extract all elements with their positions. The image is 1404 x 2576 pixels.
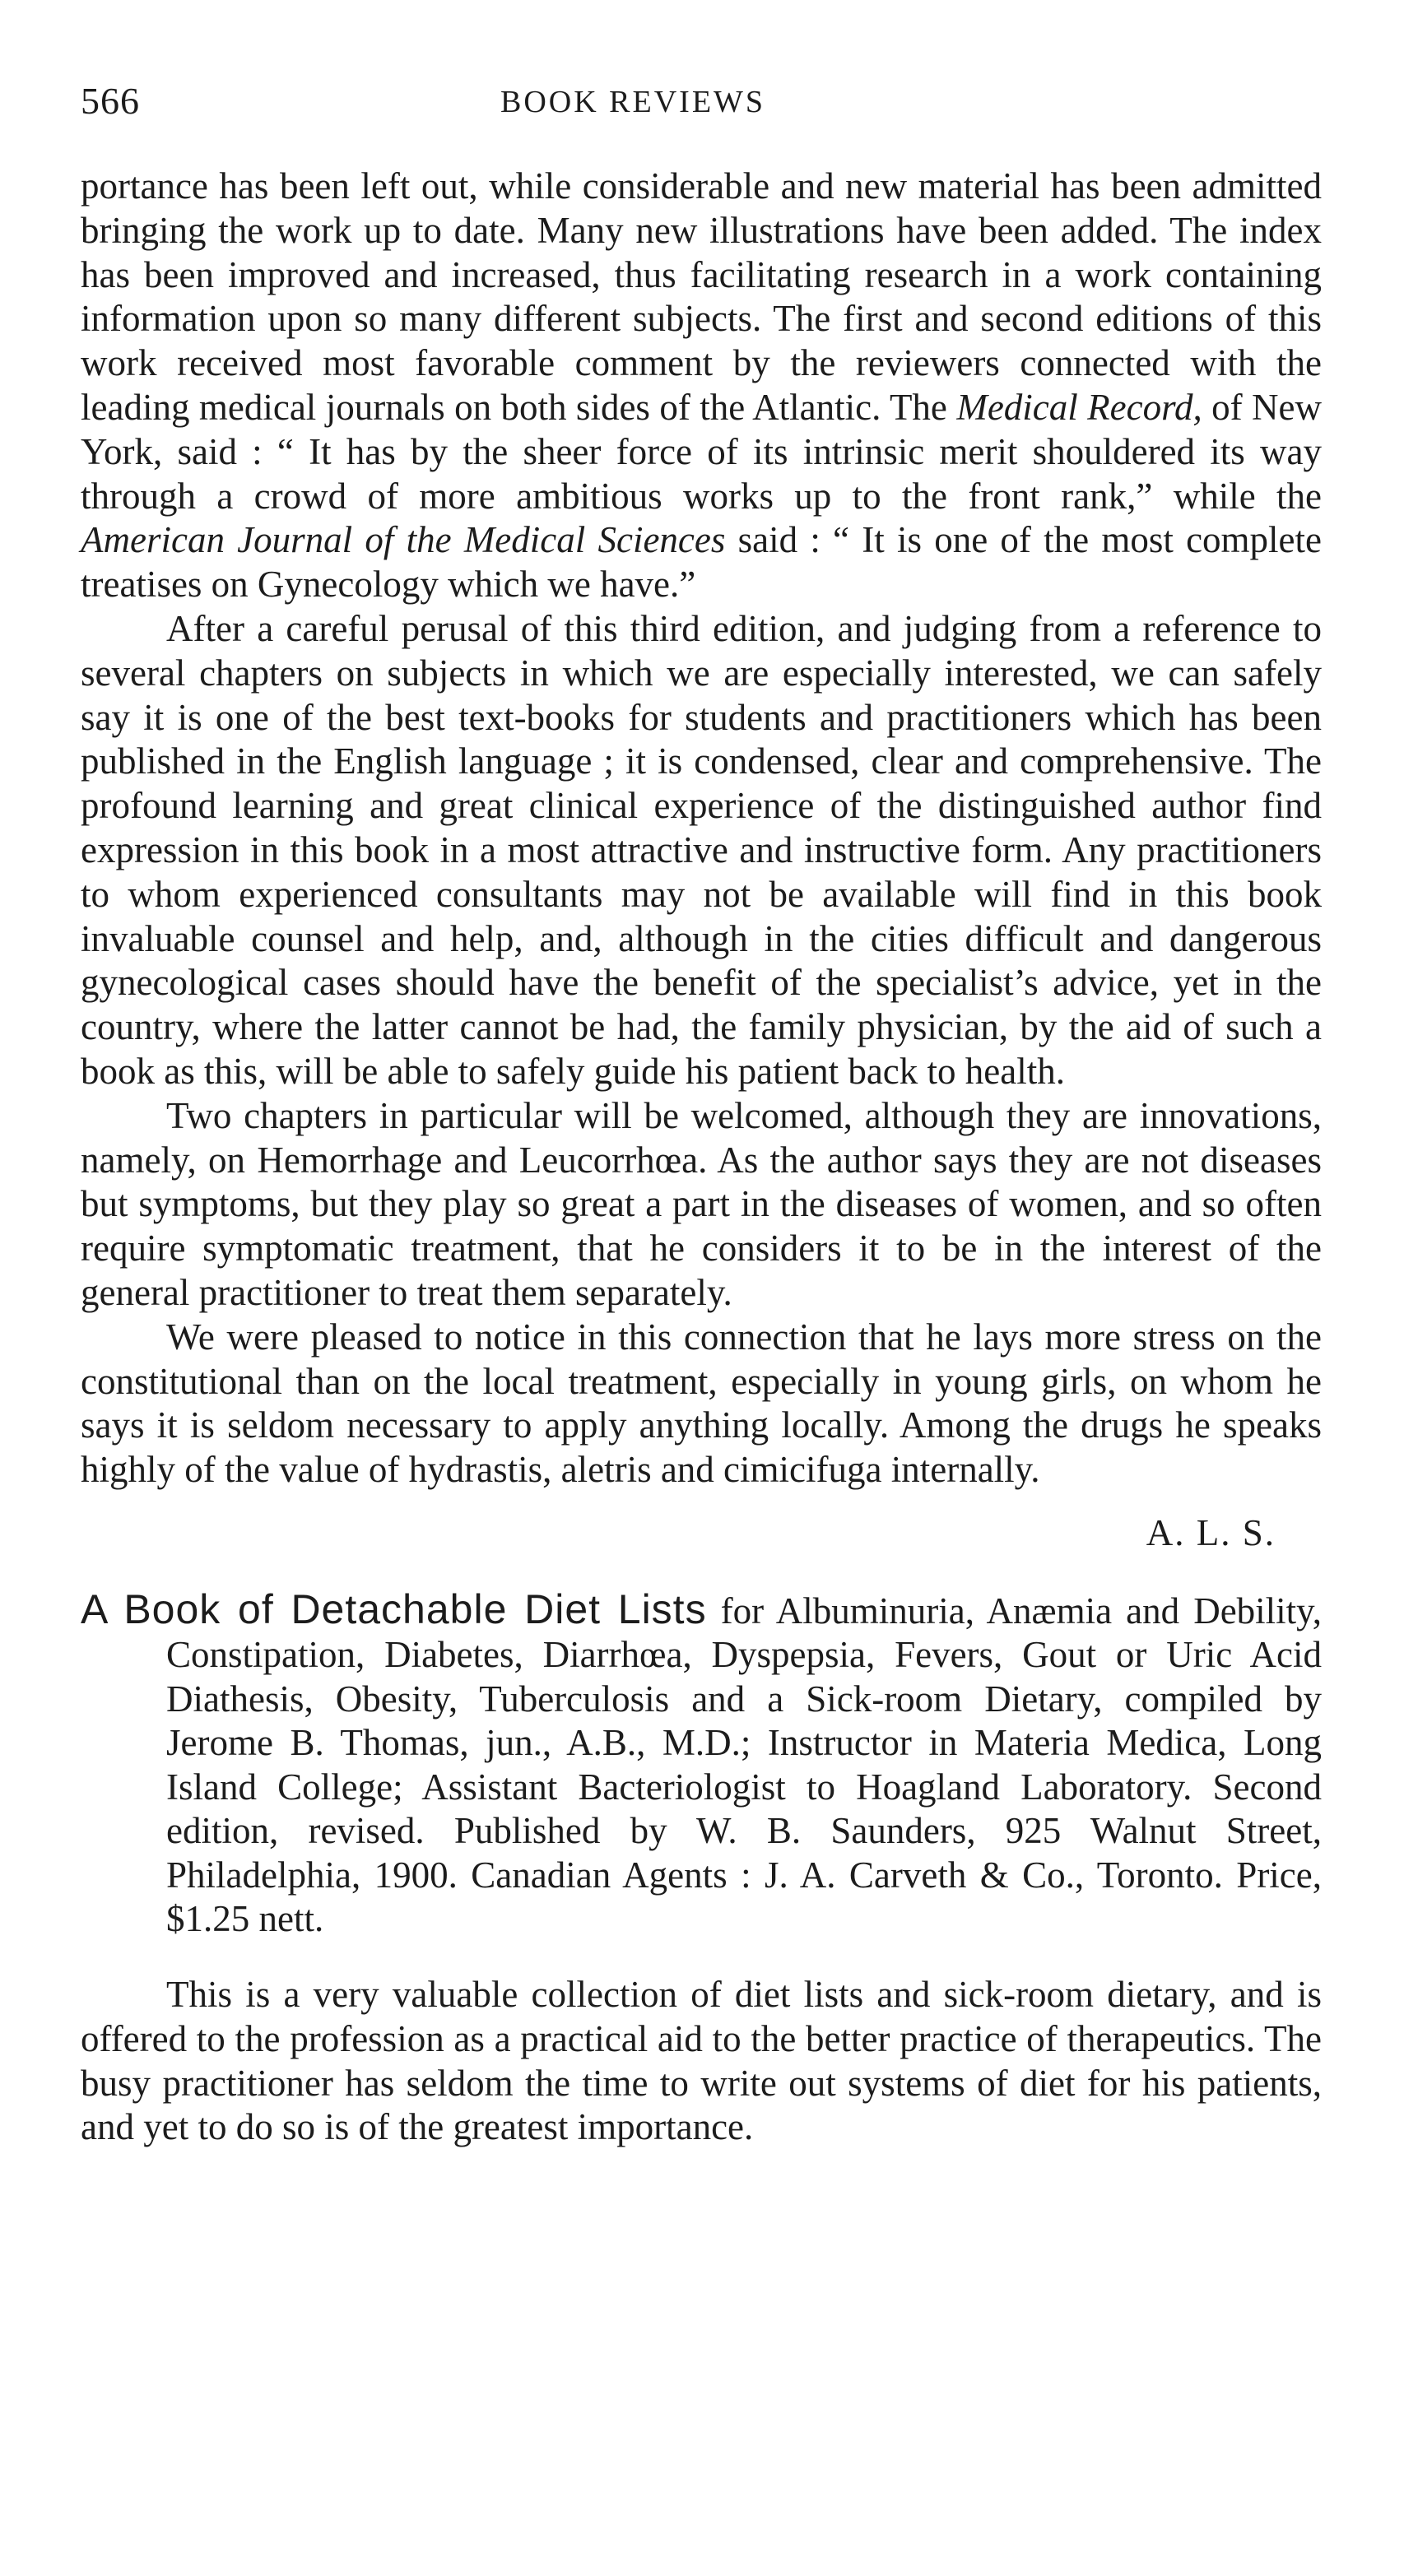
article-body xyxy=(81,165,1322,2150)
review-paragraph-2: After a careful perusal of this third edition, and judging from a reference to several chapters on subjects in which we are especially interested, we can safely say it is one of the best text-books for students and practitioners which has been published in the English language ; it is condensed, clear and comprehensive. The profound learning and great clinical experience of the distinguished author find expression in this book in a most attractive and instructive form. Any practitioners to whom experienced consultants may not be available will find in this book invaluable counsel and help, and, although in the cities difficult and dangerous gynecological cases should have the benefit of the specialist’s advice, yet in the country, where the latter cannot be had, the family physician, by the aid of such a book as this, will be able to safely guide his patient back to health. xyxy=(81,607,1322,1092)
review-paragraph-5: This is a very valuable collection of diet lists and sick-room dietary, and is offered to the profession as a practical aid to the better practice of therapeutics. The busy practitioner has seldom the time to write out systems of diet for his patients, and yet to do so is of the greatest importance. xyxy=(81,1973,1322,2148)
running-head: BOOK REVIEWS xyxy=(500,85,766,119)
journal-title: American Journal of the Medical Sciences xyxy=(81,519,726,561)
paragraph-text: portance has been left out, while considerable and new material has been admitted bringing the work up to date. Many new illustrations have been added. The index has been improved and increased, thus facilitating research in a work containing information upon so many different subjects. The first and second editions of this work received most favorable comment by the reviewers connected with the leading medical journals on both sides of the Atlantic. The xyxy=(81,165,1322,428)
journal-title: Medical Record, xyxy=(956,386,1202,428)
review-paragraph-3: Two chapters in particular will be welcomed, although they are innovations, namely, on Hemorrhage and Leucorrhœa. As the author says they are not diseases but symptoms, but they play so great a part in the diseases of women, and so often require symptomatic treatment, that he considers it to be in the interest of the general practitioner to treat them separately. xyxy=(81,1094,1322,1313)
review-paragraph-4: We were pleased to notice in this connection that he lays more stress on the constitutional than on the local treatment, especially in young girls, on whom he says it is seldom necessary to apply anything locally. Among the drugs he speaks highly of the value of hydrastis, aletris and cimicifuga internally. xyxy=(81,1316,1322,1491)
page-number: 566 xyxy=(81,80,140,122)
reviewer-signature: A. L. S. xyxy=(1146,1511,1276,1553)
paragraph-text: of New York, said : “ It has by the sheer force of its intrinsic merit shouldered its way through a crowd of more ambitious works up to the front rank,” while the xyxy=(81,386,1322,517)
page-header xyxy=(81,79,1322,128)
review-paragraph-1 xyxy=(81,165,1322,607)
book-description: for Albuminuria, Anæmia and Debility, Constipation, Diabetes, Diarrhœa, Dyspepsia, Fevers, Gout or Uric Acid Diathesis, Obesity, Tuberculosis and a Sick-room Dietary, compiled by Jerome B. Thomas, jun., A.B., M.D.; Instructor in Materia Medica, Long Island College; Assistant Bacteriologist to Hoagland Laboratory. Second edition, revised. Published by W. B. Saunders, 925 Walnut Street, Philadelphia, 1900. Canadian Agents : J. A. Carveth & Co., Toronto. Price, $1.25 nett. xyxy=(166,1590,1322,1940)
paragraph-text: said : “ It is one of the most complete treatises on Gynecology which we have.” xyxy=(81,519,1322,606)
book-title: A Book of Detachable Diet Lists xyxy=(81,1585,707,1632)
book-review-heading xyxy=(81,1585,1322,1942)
